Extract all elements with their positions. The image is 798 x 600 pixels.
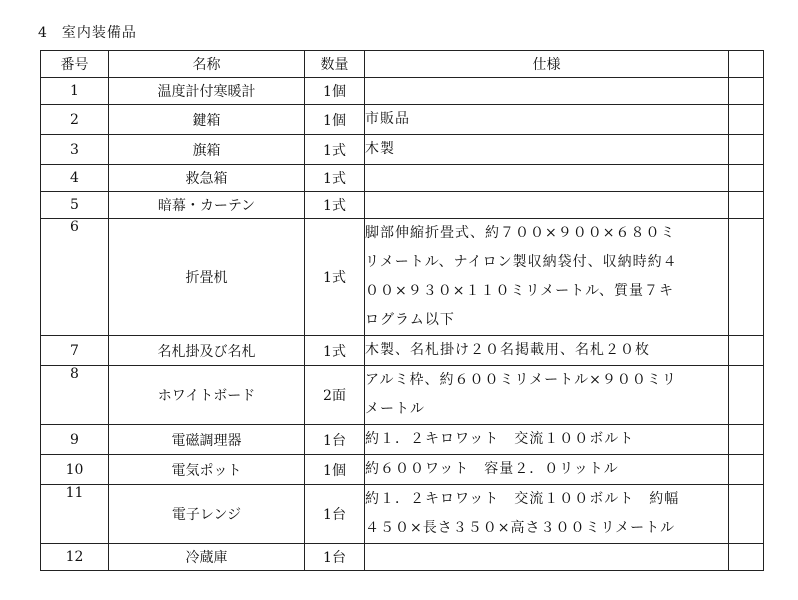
row-blank-cell bbox=[729, 105, 764, 135]
row-spec bbox=[365, 135, 729, 165]
row-blank-cell bbox=[729, 366, 764, 425]
row-blank-cell bbox=[729, 165, 764, 192]
row-number: 11 bbox=[41, 485, 109, 544]
row-blank-cell bbox=[729, 78, 764, 105]
row-number: 3 bbox=[41, 135, 109, 165]
row-name: ホワイトボード bbox=[109, 366, 305, 425]
row-name: 電磁調理器 bbox=[109, 425, 305, 455]
row-blank-cell bbox=[729, 192, 764, 219]
row-spec bbox=[365, 219, 729, 336]
spec-line: リメートル、ナイロン製収納袋付、収納時約４ bbox=[365, 254, 678, 270]
row-quantity: 1個 bbox=[305, 455, 365, 485]
row-number: 8 bbox=[41, 366, 109, 425]
table-row bbox=[41, 485, 764, 544]
row-spec bbox=[365, 78, 729, 105]
header-number: 番号 bbox=[41, 51, 109, 78]
row-name: 冷蔵庫 bbox=[109, 544, 305, 571]
row-quantity: 1式 bbox=[305, 165, 365, 192]
row-name: 暗幕・カーテン bbox=[109, 192, 305, 219]
row-number: 4 bbox=[41, 165, 109, 192]
row-spec bbox=[365, 485, 729, 544]
section-number: 4 bbox=[38, 25, 48, 41]
table-row bbox=[41, 192, 764, 219]
header-quantity: 数量 bbox=[305, 51, 365, 78]
row-quantity: 1台 bbox=[305, 485, 365, 544]
row-quantity: 1個 bbox=[305, 105, 365, 135]
row-quantity: 1台 bbox=[305, 425, 365, 455]
row-number: 2 bbox=[41, 105, 109, 135]
row-blank-cell bbox=[729, 135, 764, 165]
spec-line: メートル bbox=[365, 401, 425, 417]
row-spec bbox=[365, 366, 729, 425]
spec-line: 脚部伸縮折畳式、約７００×９００×６８０ミ bbox=[365, 225, 676, 241]
spec-line: ４５０×長さ３５０×高さ３００ミリメートル bbox=[365, 520, 676, 536]
row-quantity: 1式 bbox=[305, 219, 365, 336]
header-spec: 仕様 bbox=[365, 51, 729, 78]
row-spec bbox=[365, 336, 729, 366]
row-name: 鍵箱 bbox=[109, 105, 305, 135]
header-name: 名称 bbox=[109, 51, 305, 78]
spec-line: 木製 bbox=[365, 141, 395, 157]
row-number: 10 bbox=[41, 455, 109, 485]
row-number: 1 bbox=[41, 78, 109, 105]
spec-line: 約１．２キロワット 交流１００ボルト bbox=[365, 431, 635, 447]
table-row bbox=[41, 105, 764, 135]
spec-line: 約６００ワット 容量２．０リットル bbox=[365, 461, 619, 477]
row-quantity: 2面 bbox=[305, 366, 365, 425]
row-spec bbox=[365, 455, 729, 485]
table-row bbox=[41, 78, 764, 105]
row-quantity: 1個 bbox=[305, 78, 365, 105]
row-spec bbox=[365, 105, 729, 135]
row-name: 救急箱 bbox=[109, 165, 305, 192]
spec-line: アルミ枠、約６００ミリメートル×９００ミリ bbox=[365, 372, 677, 388]
row-spec bbox=[365, 544, 729, 571]
section-title: 室内装備品 bbox=[61, 25, 137, 41]
row-number: 5 bbox=[41, 192, 109, 219]
row-name: 旗箱 bbox=[109, 135, 305, 165]
spec-line: ００×９３０×１１０ミリメートル、質量７キ bbox=[365, 283, 675, 299]
row-blank-cell bbox=[729, 336, 764, 366]
row-number: 6 bbox=[41, 219, 109, 336]
equipment-table bbox=[40, 50, 764, 571]
row-number: 12 bbox=[41, 544, 109, 571]
row-number: 7 bbox=[41, 336, 109, 366]
row-quantity: 1式 bbox=[305, 192, 365, 219]
row-blank-cell bbox=[729, 425, 764, 455]
header-blank bbox=[729, 51, 764, 78]
table-row bbox=[41, 219, 764, 336]
row-name: 電子レンジ bbox=[109, 485, 305, 544]
row-quantity: 1台 bbox=[305, 544, 365, 571]
table-row bbox=[41, 455, 764, 485]
row-spec bbox=[365, 192, 729, 219]
spec-line: 約１．２キロワット 交流１００ボルト 約幅 bbox=[365, 491, 680, 507]
spec-line: 市販品 bbox=[365, 111, 410, 127]
row-blank-cell bbox=[729, 455, 764, 485]
row-quantity: 1式 bbox=[305, 135, 365, 165]
row-spec bbox=[365, 165, 729, 192]
row-quantity: 1式 bbox=[305, 336, 365, 366]
section-heading bbox=[38, 22, 137, 42]
row-blank-cell bbox=[729, 485, 764, 544]
row-spec bbox=[365, 425, 729, 455]
table-row bbox=[41, 544, 764, 571]
table-row bbox=[41, 135, 764, 165]
table-row bbox=[41, 165, 764, 192]
row-blank-cell bbox=[729, 544, 764, 571]
row-blank-cell bbox=[729, 219, 764, 336]
row-number: 9 bbox=[41, 425, 109, 455]
row-name: 温度計付寒暖計 bbox=[109, 78, 305, 105]
row-name: 折畳机 bbox=[109, 219, 305, 336]
spec-line: 木製、名札掛け２０名掲載用、名札２０枚 bbox=[365, 342, 650, 358]
table-row bbox=[41, 425, 764, 455]
row-name: 電気ポット bbox=[109, 455, 305, 485]
table-header-row bbox=[41, 51, 764, 78]
row-name: 名札掛及び名札 bbox=[109, 336, 305, 366]
spec-line: ログラム以下 bbox=[365, 312, 455, 328]
table-row bbox=[41, 336, 764, 366]
table-row bbox=[41, 366, 764, 425]
